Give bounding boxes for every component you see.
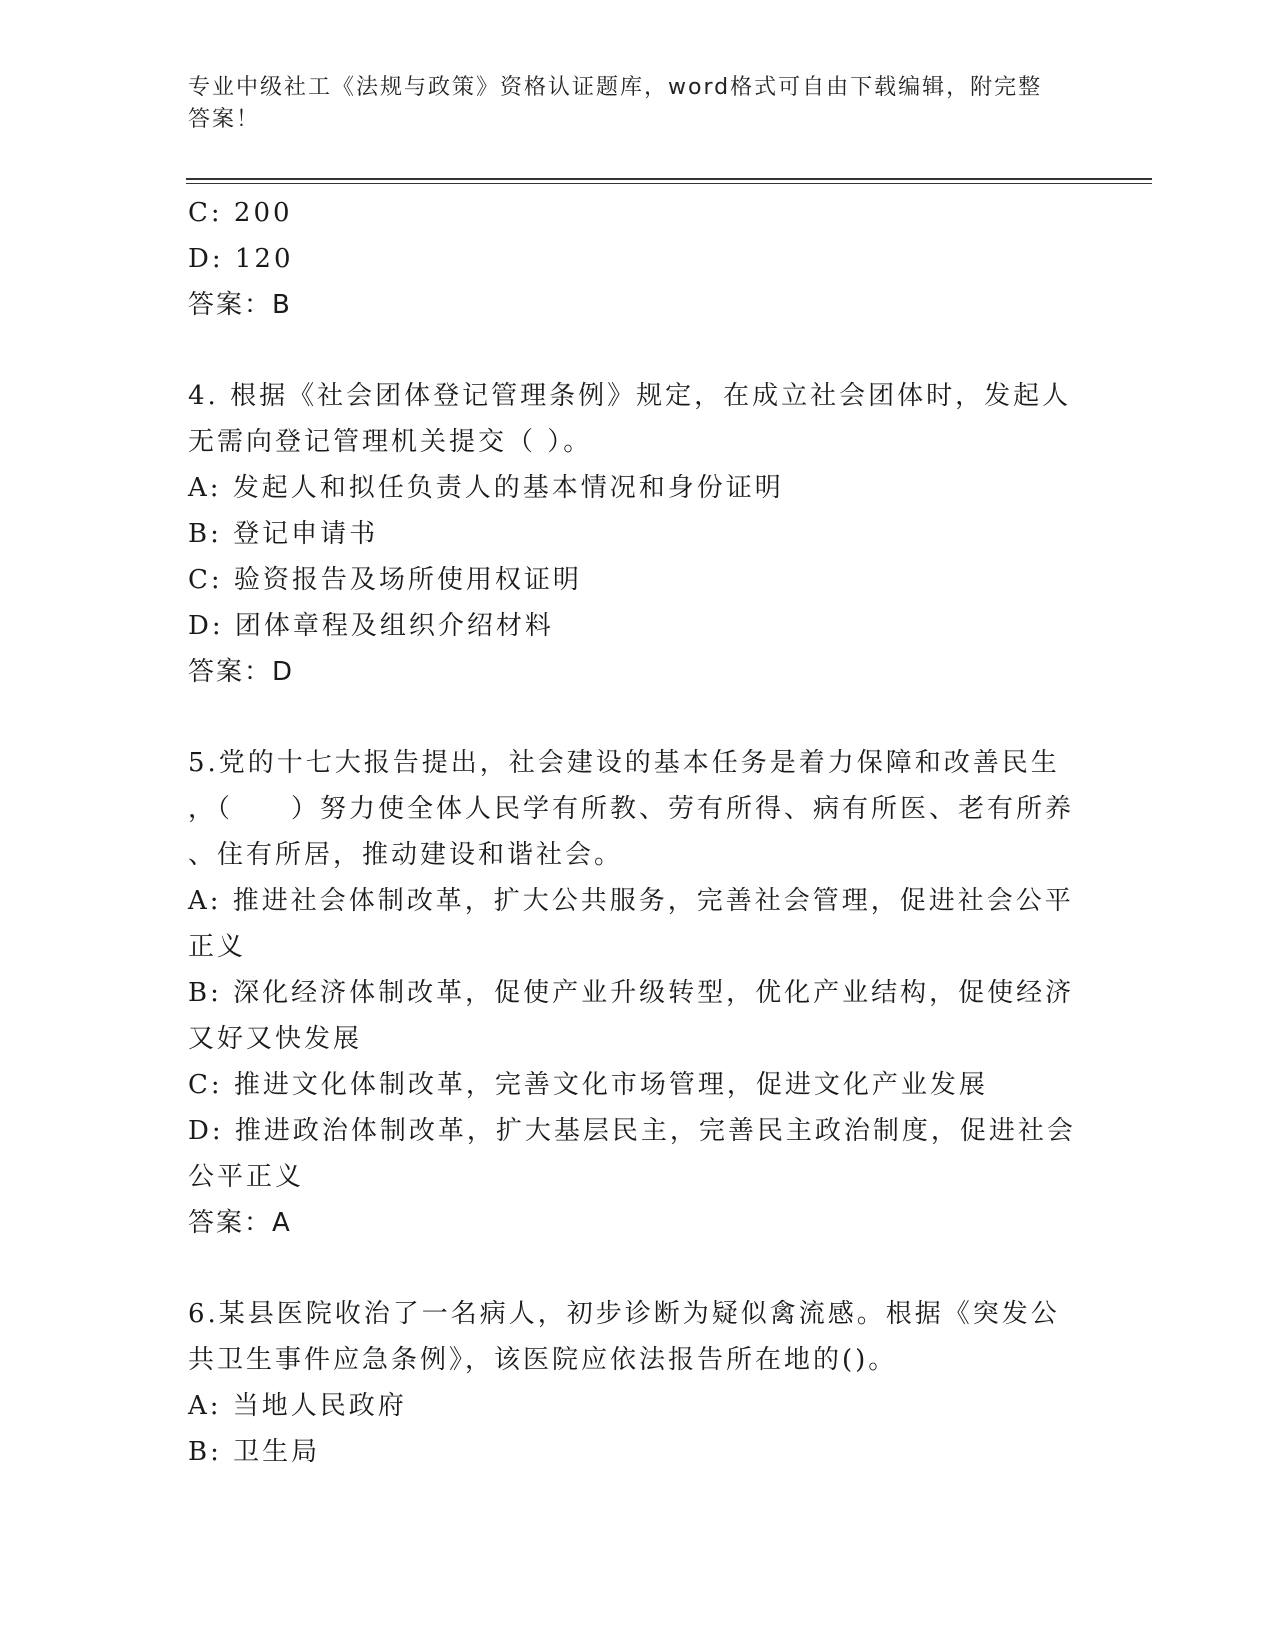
q4-option-b: B: 登记申请书 <box>188 519 379 549</box>
q3-option-c: C: 200 <box>188 198 293 228</box>
header-divider-thin <box>186 183 1152 184</box>
q5-option-b-line-1: B: 深化经济体制改革，促使产业升级转型，优化产业结构，促使经济 <box>188 978 1075 1008</box>
q6-option-b: B: 卫生局 <box>188 1437 321 1467</box>
question-gap <box>188 695 1078 740</box>
q5-answer: 答案：A <box>188 1208 292 1238</box>
q4-answer: 答案：D <box>188 657 295 687</box>
header-title-line-1: 专业中级社工《法规与政策》资格认证题库，word格式可自由下载编辑，附完整 <box>188 75 1043 100</box>
q5-option-d-line-2: 公平正义 <box>188 1162 305 1192</box>
question-3-tail <box>188 190 1078 328</box>
q6-stem-line-2: 共卫生事件应急条例》，该医院应依法报告所在地的()。 <box>188 1345 898 1375</box>
document-body <box>188 190 1078 1475</box>
q5-option-a-line-2: 正义 <box>188 932 247 962</box>
q4-option-d: D: 团体章程及组织介绍材料 <box>188 611 554 641</box>
question-gap <box>188 1246 1078 1291</box>
q6-stem-line-1: 6.某县医院收治了一名病人，初步诊断为疑似禽流感。根据《突发公 <box>188 1299 1060 1329</box>
q5-option-c: C: 推进文化体制改革，完善文化市场管理，促进文化产业发展 <box>188 1070 988 1100</box>
q4-stem-line-2: 无需向登记管理机关提交（ ）。 <box>188 427 593 457</box>
q5-option-d-line-1: D: 推进政治体制改革，扩大基层民主，完善民主政治制度，促进社会 <box>188 1116 1076 1146</box>
header-divider-thick <box>186 178 1152 180</box>
q4-option-c: C: 验资报告及场所使用权证明 <box>188 565 582 595</box>
q5-stem-line-3: 、住有所居，推动建设和谐社会。 <box>188 840 624 870</box>
header-title-line-2: 答案！ <box>188 107 261 132</box>
question-6 <box>188 1291 1078 1475</box>
question-4 <box>188 373 1078 695</box>
q6-option-a: A: 当地人民政府 <box>188 1391 407 1421</box>
question-5 <box>188 740 1078 1246</box>
q4-option-a: A: 发起人和拟任负责人的基本情况和身份证明 <box>188 473 784 503</box>
q5-stem-line-1: 5.党的十七大报告提出，社会建设的基本任务是着力保障和改善民生 <box>188 748 1060 778</box>
q3-option-d: D: 120 <box>188 244 294 274</box>
q4-stem-line-1: 4. 根据《社会团体登记管理条例》规定，在成立社会团体时，发起人 <box>188 381 1072 411</box>
q5-stem-line-2: ，（ ）努力使全体人民学有所教、劳有所得、病有所医、老有所养 <box>188 794 1075 824</box>
q5-option-a-line-1: A: 推进社会体制改革，扩大公共服务，完善社会管理，促进社会公平 <box>188 886 1074 916</box>
question-gap <box>188 328 1078 373</box>
q3-answer: 答案：B <box>188 290 292 320</box>
q5-option-b-line-2: 又好又快发展 <box>188 1024 363 1054</box>
document-header <box>188 72 1088 136</box>
